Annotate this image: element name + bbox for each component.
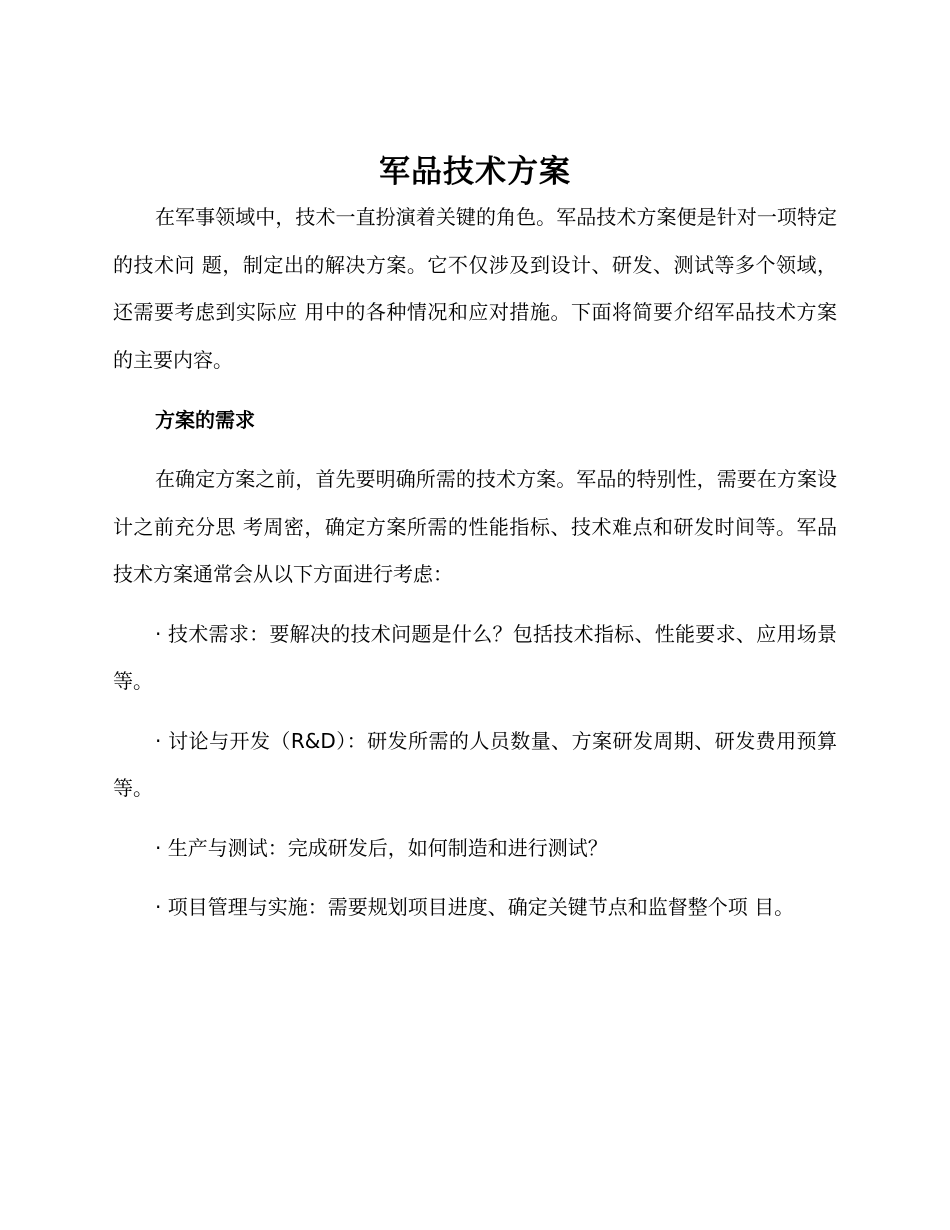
bullet-item-1: · 技术需求：要解决的技术问题是什么？包括技术指标、性能要求、应用场景等。 [113, 621, 837, 693]
spacer [113, 706, 837, 718]
section-intro-paragraph: 在确定方案之前，首先要明确所需的技术方案。军品的特别性，需要在方案设计之前充分思 考周密，确定方案所需的性能指标、技术难点和研发时间等。军品技术方案通常会从以下方面进行考虑： [113, 467, 837, 586]
document-title: 军品技术方案 [379, 154, 571, 190]
spacer [113, 599, 837, 611]
bullet-item-4: · 项目管理与实施：需要规划项目进度、确定关键节点和监督整个项 目。 [155, 895, 795, 919]
document-page [113, 150, 837, 932]
intro-paragraph: 在军事领域中，技术一直扮演着关键的角色。军品技术方案便是针对一项特定的技术问 题，制定出的解决方案。它不仅涉及到设计、研发、测试等多个领域，还需要考虑到实际应 用中的各种情况和应对措施。下面将简要介绍军品技术方案的主要内容。 [113, 205, 837, 372]
spacer [113, 813, 837, 825]
spacer [113, 872, 837, 884]
section-heading: 方案的需求 [155, 408, 255, 432]
bullet-item-3: · 生产与测试：完成研发后，如何制造和进行测试？ [155, 835, 608, 860]
bullet-item-2: · 讨论与开发（R&D）：研发所需的人员数量、方案研发周期、研发费用预算等。 [113, 728, 837, 800]
